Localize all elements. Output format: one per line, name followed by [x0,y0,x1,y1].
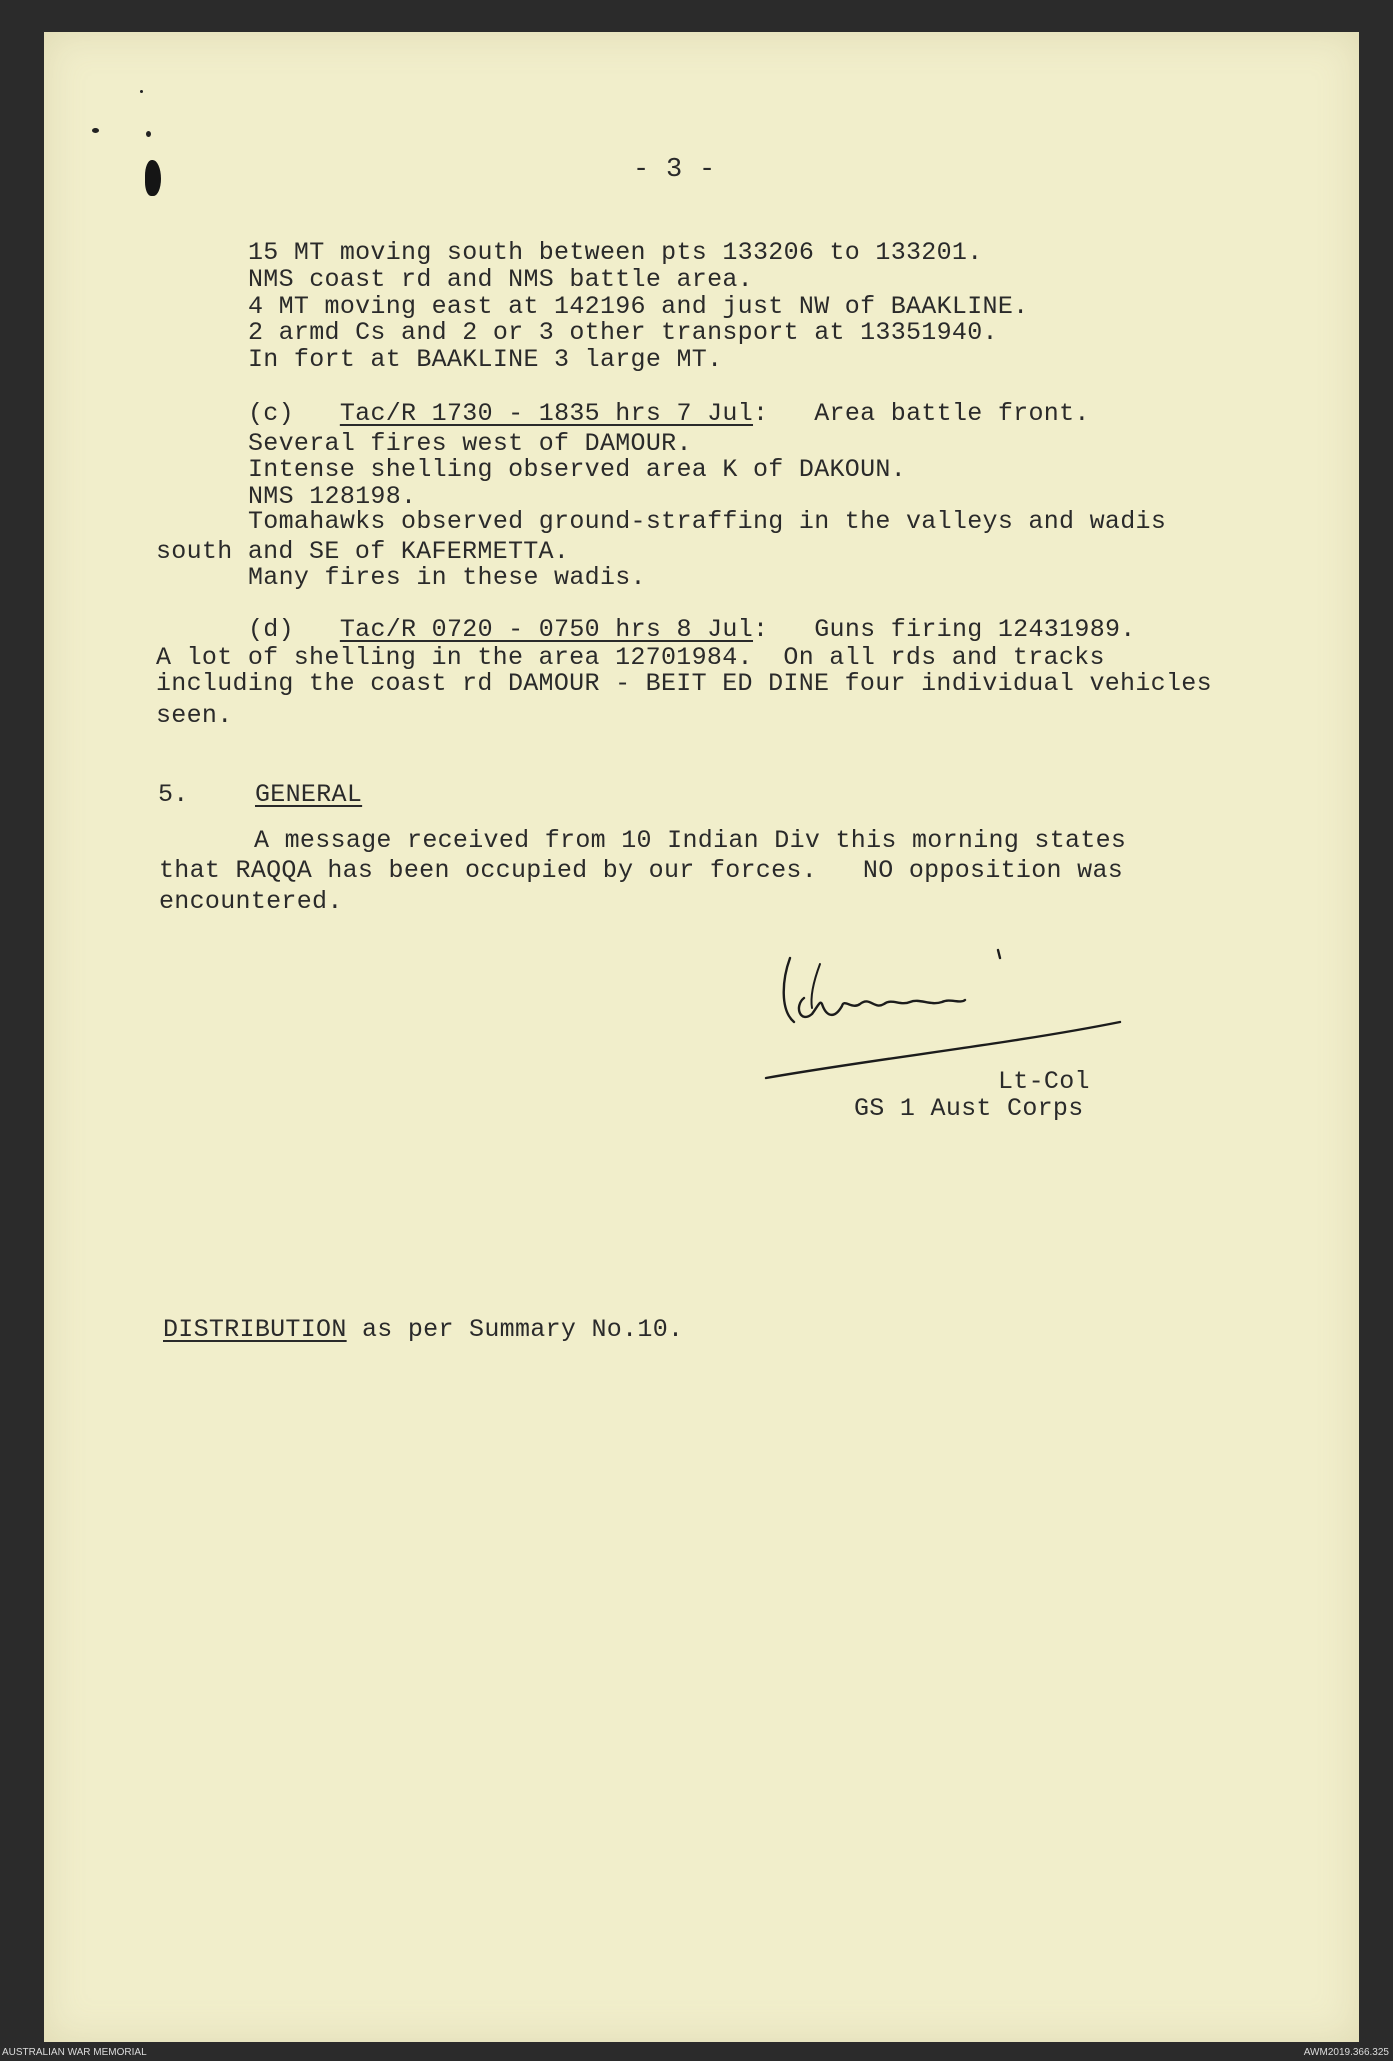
text-line: encountered. [159,887,343,916]
signatory-appointment: GS 1 Aust Corps [854,1094,1084,1123]
paragraph-marker: (c) [248,399,294,428]
distribution-text: as per Summary No.10. [346,1315,684,1344]
text-line: 2 armd Cs and 2 or 3 other transport at 13351940. [248,318,998,347]
text-line: Many fires in these wadis. [248,563,646,592]
signatory-rank: Lt-Col [998,1067,1090,1096]
text-line: 15 MT moving south between pts 133206 to 133201. [248,238,983,267]
text-line: south and SE of KAFERMETTA. [156,537,570,566]
distribution-line [163,1315,683,1345]
paragraph-heading-line [248,615,1136,645]
text-line: A lot of shelling in the area 12701984. On all rds and tracks [156,643,1105,672]
page-number: - 3 - [633,155,716,185]
text-line: Several fires west of DAMOUR. [248,429,692,458]
text-line: A message received from 10 Indian Div this morning states [254,826,1127,855]
paragraph-heading: Tac/R 1730 - 1835 hrs 7 Jul [339,399,754,428]
footer-right: AWM2019.366.325 [1303,2047,1389,2058]
text-line: Tomahawks observed ground-straffing in the valleys and wadis [248,507,1167,536]
paragraph-heading-after: Area battle front. [814,399,1090,428]
punch-hole [145,160,161,196]
section-number: 5. [158,780,189,809]
paragraph-heading: Tac/R 0720 - 0750 hrs 8 Jul [339,615,754,644]
text-line: NMS 128198. [248,482,417,511]
ink-speck [140,90,143,93]
text-line: Intense shelling observed area K of DAKOUN. [248,455,907,484]
paragraph-heading-line [248,399,1090,429]
heading-colon: : [753,399,769,428]
heading-colon: : [753,615,769,644]
text-line: NMS coast rd and NMS battle area. [248,265,753,294]
text-line: In fort at BAAKLINE 3 large MT. [248,345,723,374]
ink-speck [92,128,99,133]
text-line: seen. [156,701,233,730]
text-line: 4 MT moving east at 142196 and just NW of BAAKLINE. [248,292,1029,321]
ink-speck [146,131,151,137]
text-line: including the coast rd DAMOUR - BEIT ED DINE four individual vehicles [156,669,1212,698]
distribution-label: DISTRIBUTION [163,1315,347,1344]
footer-left: AUSTRALIAN WAR MEMORIAL [2,2047,147,2058]
section-heading: GENERAL [255,780,363,809]
text-line: that RAQQA has been occupied by our forces. NO opposition was [159,856,1124,885]
paragraph-heading-after: Guns firing 12431989. [814,615,1136,644]
paragraph-marker: (d) [248,615,294,644]
